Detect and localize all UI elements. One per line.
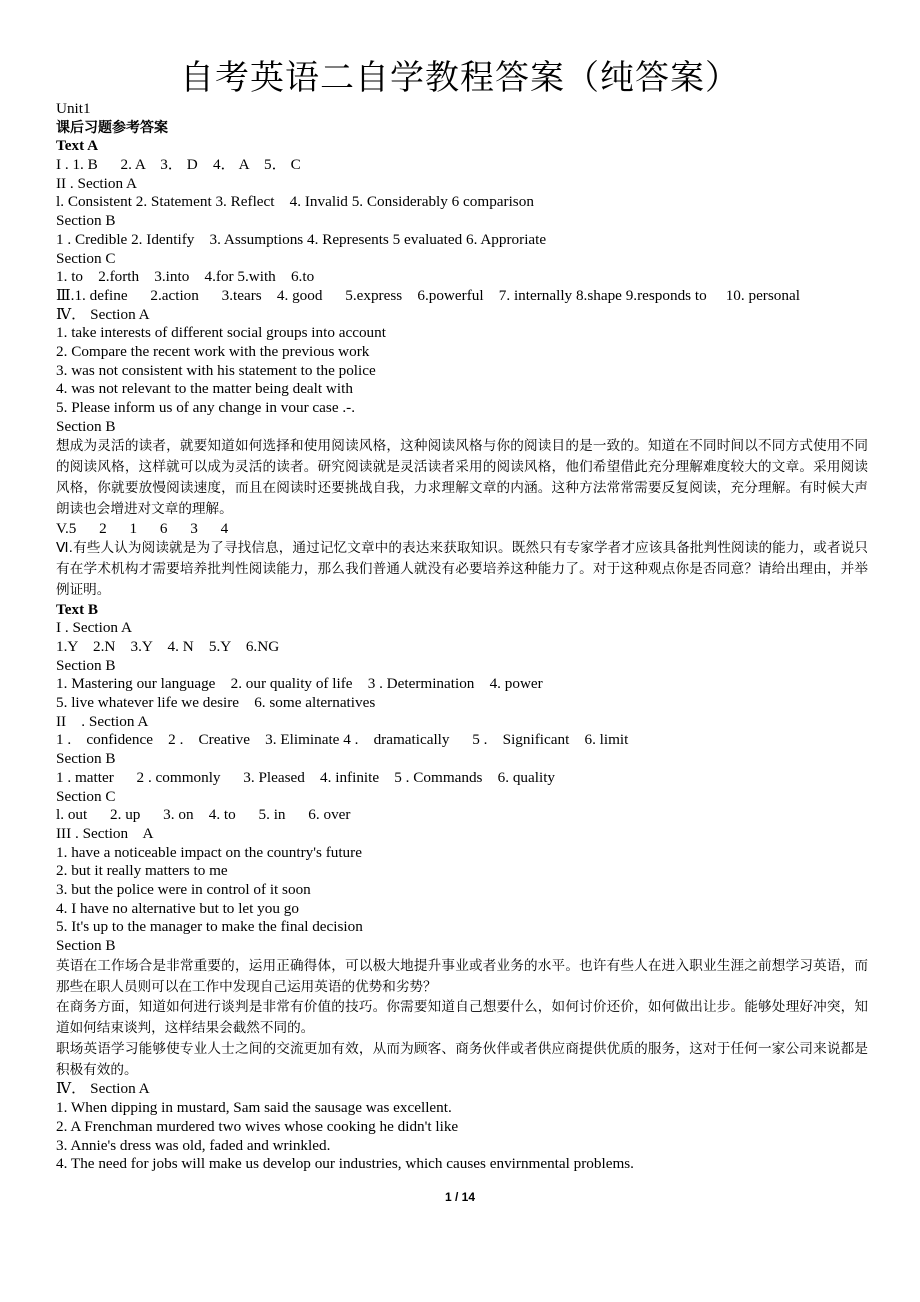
text-line: 1.Y 2.N 3.Y 4. N 5.Y 6.NG (56, 638, 280, 656)
text-line: 2. A Frenchman murdered two wives whose cooking he didn't like (56, 1117, 459, 1135)
text-line: Section B (56, 937, 116, 955)
text-line: 3. was not consistent with his statement to the police (56, 361, 376, 379)
text-line: 2. Compare the recent work with the previous work (56, 342, 370, 360)
text-line: Section C (56, 249, 116, 267)
text-line: 1 . confidence 2 . Creative 3. Eliminate 4 . dramatically 5 . Significant 6. limit (56, 731, 629, 749)
paragraph: 职场英语学习能够使专业人士之间的交流更加有效，从而为顾客、商务伙伴或者供应商提供优质的服务，这对于任何一家公司来说都是积极有效的。 (56, 1040, 868, 1078)
section-heading: Text A (56, 137, 99, 155)
text-line: 3. Annie's dress was old, faded and wrinkled. (56, 1136, 331, 1154)
paragraph: 英语在工作场合是非常重要的，运用正确得体，可以极大地提升事业或者业务的水平。也许有些人在进入职业生涯之前想学习英语，而那些在职人员则可以在工作中发现自己运用英语的优势和劣势？ (56, 957, 868, 995)
text-line: 1 . Credible 2. Identify 3. Assumptions 4. Represents 5 evaluated 6. Approriate (56, 230, 547, 248)
text-line: III . Section A (56, 824, 154, 842)
text-line: 2. but it really matters to me (56, 862, 228, 880)
text-line: I . 1. B 2. A 3． D 4． A 5． C (56, 156, 301, 174)
text-line: Section B (56, 417, 116, 435)
page-number: 1 / 14 (444, 1190, 476, 1204)
text-line: Ⅳ． Section A (56, 1080, 150, 1098)
text-line: Ⅳ． Section A (56, 305, 150, 323)
paragraph: 想成为灵活的读者，就要知道如何选择和使用阅读风格，这种阅读风格与你的阅读目的是一致的。知道在不同时间以不同方式使用不同的阅读风格，这样就可以成为灵活的读者。研究阅读就是灵活读者采用的阅读风格，他们希望借此充分理解难度较大的文章。采用阅读风格，你就要放慢阅读速度，而且在阅读时还要挑战自我，力求理解文章的内涵。这种方法常常需要反复阅读，充分理解。有时候大声朗读也会增进对文章的理解。 (56, 438, 868, 517)
text-line: 1. Mastering our language 2. our quality of life 3 . Determination 4. power (56, 675, 543, 693)
text-line: 3. but the police were in control of it soon (56, 880, 311, 898)
text-line: Section C (56, 787, 116, 805)
text-line: Ⅲ.1. define 2.action 3.tears 4. good 5.express 6.powerful 7. internally 8.shape 9.responds to 10. personal (56, 286, 800, 304)
text-line: Section B (56, 212, 116, 230)
text-line: l. Consistent 2. Statement 3. Reflect 4. Invalid 5. Considerably 6 comparison (56, 193, 534, 211)
text-line: Section B (56, 656, 116, 674)
text-line: 5. It's up to the manager to make the final decision (56, 918, 363, 936)
text-line: 4. was not relevant to the matter being dealt with (56, 380, 353, 398)
text-line: II . Section A (56, 174, 137, 192)
text-line: 4. I have no alternative but to let you go (56, 899, 299, 917)
text-line: 4. The need for jobs will make us develop our industries, which causes envirnmental problems. (56, 1155, 634, 1173)
page-title: 自考英语二自学教程答案（纯答案） (180, 58, 740, 98)
text-line: 1. have a noticeable impact on the country's future (56, 843, 362, 861)
text-line: Unit1 (56, 100, 91, 117)
text-line: II . Section A (56, 712, 149, 730)
paragraph: 在商务方面，知道如何进行谈判是非常有价值的技巧。你需要知道自己想要什么，如何讨价还价，如何做出让步。能够处理好冲突，知道如何结束谈判，这样结果会截然不同的。 (56, 999, 868, 1037)
text-line: 1. When dipping in mustard, Sam said the sausage was excellent. (56, 1099, 452, 1117)
text-line: 5. live whatever life we desire 6. some alternatives (56, 694, 376, 712)
section-heading: 课后习题参考答案 (56, 119, 168, 136)
text-line: l. out 2. up 3. on 4. to 5. in 6. over (56, 806, 351, 824)
paragraph: Ⅵ.有些人认为阅读就是为了寻找信息，通过记忆文章中的表达来获取知识。既然只有专家学者才应该具备批判性阅读的能力，或者说只有在学术机构才需要培养批判性阅读能力，那么我们普通人就没有必要培养这种能力了。对于这种观点你是否同意？请给出理由，并举例证明。 (56, 540, 868, 598)
text-line: 1 . matter 2 . commonly 3. Pleased 4. infinite 5 . Commands 6. quality (56, 768, 556, 786)
text-line: Section B (56, 750, 116, 768)
text-line: 1. to 2.forth 3.into 4.for 5.with 6.to (56, 268, 315, 286)
section-heading: Text B (56, 600, 99, 618)
text-line: 1. take interests of different social groups into account (56, 324, 386, 342)
text-line: V.5 2 1 6 3 4 (56, 519, 229, 537)
text-line: 5. Please inform us of any change in vour case .-. (56, 399, 356, 416)
answer-body (56, 100, 868, 1174)
text-line: I . Section A (56, 619, 132, 637)
